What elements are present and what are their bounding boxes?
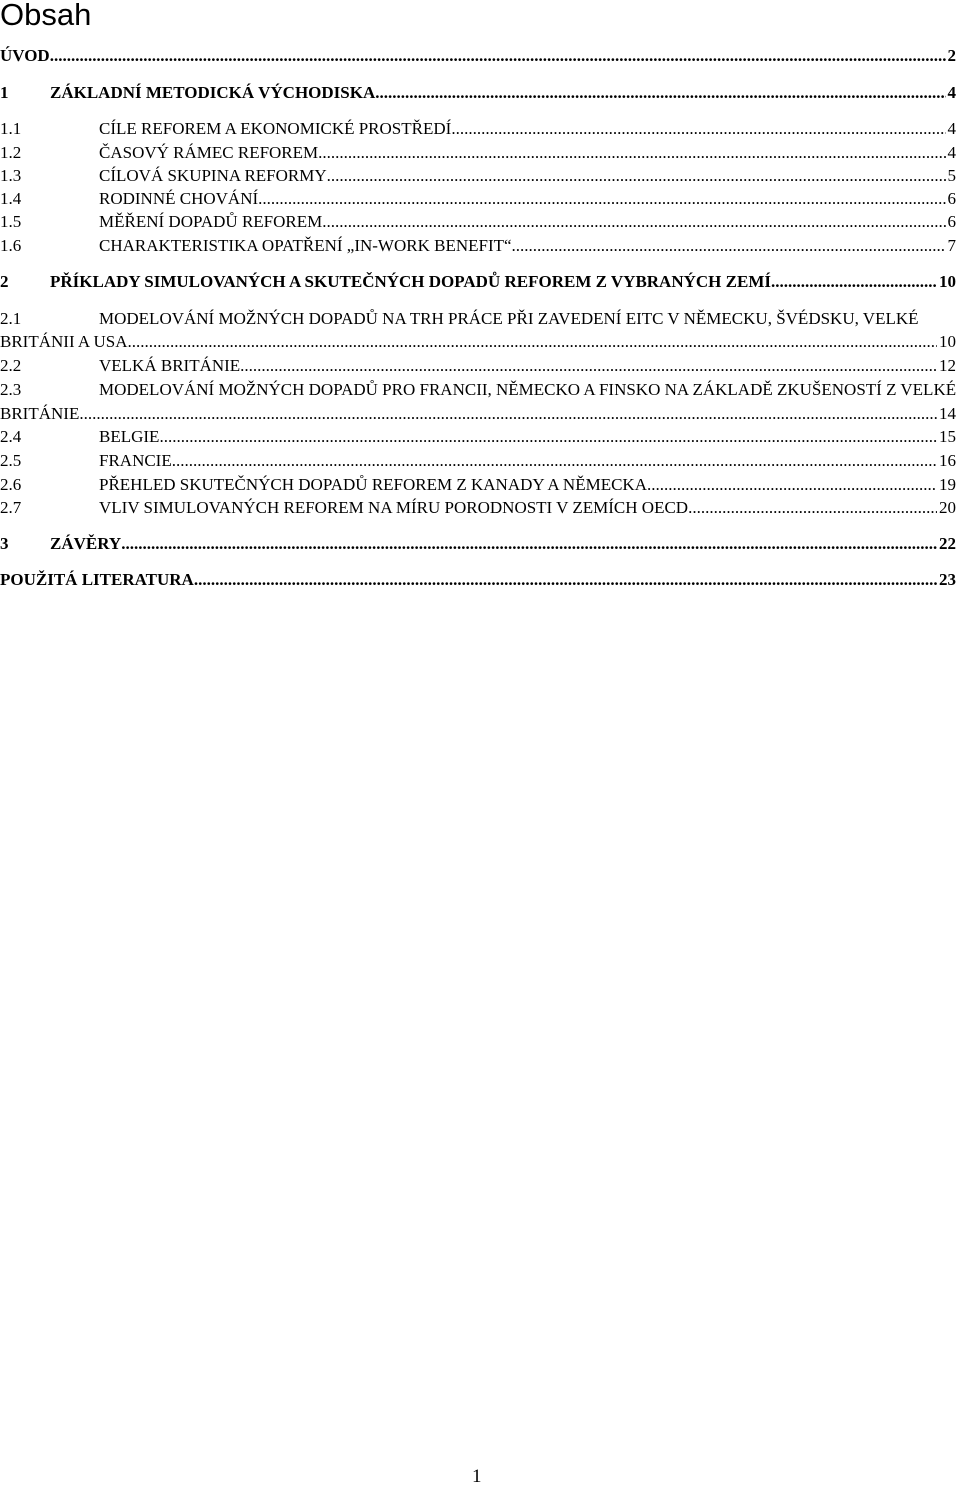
toc-title-line2: BRITÁNIE: [0, 404, 80, 423]
toc-leader-dots: [647, 474, 937, 496]
toc-page-number: 6: [947, 212, 956, 231]
toc-page-number: 10: [939, 332, 956, 351]
toc-page-number: 12: [939, 356, 956, 375]
footer-page-number: 1: [472, 1466, 482, 1487]
toc-title: PŘEHLED SKUTEČNÝCH DOPADŮ REFOREM Z KANADY A NĚMECKA: [99, 475, 647, 494]
toc-title: BELGIE: [99, 427, 160, 446]
toc-entry-2-1-continuation: [0, 331, 956, 353]
toc-title-line1: MODELOVÁNÍ MOŽNÝCH DOPADŮ NA TRH PRÁCE PŘI ZAVEDENÍ EITC V NĚMECKU, ŠVÉDSKU, VELKÉ: [99, 309, 919, 328]
toc-entry-2-4[interactable]: [0, 426, 956, 448]
toc-leader-dots: [771, 271, 937, 293]
toc-page-number: 14: [939, 404, 956, 423]
toc-title: CÍLE REFOREM A EKONOMICKÉ PROSTŘEDÍ: [99, 119, 452, 138]
toc-number: 2.4: [0, 427, 22, 446]
toc-page-number: 20: [939, 498, 956, 517]
toc-entry-1-5[interactable]: [0, 211, 956, 233]
toc-number: 1.4: [0, 189, 22, 208]
toc-title: CHARAKTERISTIKA OPATŘENÍ „IN-WORK BENEFIT“: [99, 236, 512, 255]
toc-leader-dots: [375, 82, 945, 104]
toc-page-number: 23: [939, 570, 956, 589]
toc-number: 2.5: [0, 451, 22, 470]
toc-page-number: 19: [939, 475, 956, 494]
toc-entry-uvod[interactable]: [0, 45, 956, 67]
toc-number: 1.1: [0, 119, 22, 138]
toc-title: CÍLOVÁ SKUPINA REFORMY: [99, 166, 327, 185]
toc-number: 1.6: [0, 236, 22, 255]
toc-title: MĚŘENÍ DOPADŮ REFOREM: [99, 212, 323, 231]
toc-entry-2-3-continuation: [0, 403, 956, 425]
toc-page-number: 2: [947, 46, 956, 65]
toc-page-number: 16: [939, 451, 956, 470]
toc-entry-2-6[interactable]: [0, 474, 956, 496]
toc-title: PŘÍKLADY SIMULOVANÝCH A SKUTEČNÝCH DOPADŮ REFOREM Z VYBRANÝCH ZEMÍ: [50, 272, 771, 291]
toc-title: VLIV SIMULOVANÝCH REFOREM NA MÍRU PORODNOSTI V ZEMÍCH OECD: [99, 498, 689, 517]
toc-entry-1[interactable]: [0, 82, 956, 104]
toc-number: 2.3: [0, 380, 22, 399]
toc-number: 3: [0, 534, 9, 553]
toc-leader-dots: [451, 118, 945, 140]
toc-title: POUŽITÁ LITERATURA: [0, 570, 194, 589]
toc-entry-2-7[interactable]: [0, 497, 956, 519]
toc-leader-dots: [327, 165, 946, 187]
toc-title: RODINNÉ CHOVÁNÍ: [99, 189, 259, 208]
toc-leader-dots: [172, 450, 937, 472]
toc-title-line1: MODELOVÁNÍ MOŽNÝCH DOPADŮ PRO FRANCII, NĚMECKO A FINSKO NA ZÁKLADĚ ZKUŠENOSTÍ Z VELKÉ: [99, 380, 957, 399]
toc-title: ZÁKLADNÍ METODICKÁ VÝCHODISKA: [50, 83, 376, 102]
toc-number: 2.7: [0, 498, 22, 517]
toc-entry-1-1[interactable]: [0, 118, 956, 140]
toc-leader-dots: [128, 331, 937, 353]
toc-number: 2.6: [0, 475, 22, 494]
toc-number: 1.5: [0, 212, 22, 231]
toc-leader-dots: [240, 355, 937, 377]
toc-number: 1.3: [0, 166, 22, 185]
toc-leader-dots: [512, 235, 946, 257]
toc-page-number: 5: [947, 166, 956, 185]
toc-number: 1: [0, 83, 9, 102]
toc-page-number: 22: [939, 534, 956, 553]
toc-title: ČASOVÝ RÁMEC REFOREM: [99, 143, 319, 162]
toc-leader-dots: [159, 426, 937, 448]
page-title: Obsah: [0, 0, 92, 32]
toc-page-number: 6: [947, 189, 956, 208]
toc-page-number: 4: [947, 119, 956, 138]
toc-leader-dots: [79, 403, 937, 425]
toc-entry-literatura[interactable]: [0, 569, 956, 591]
toc-number: 2.1: [0, 309, 22, 328]
toc-page-number: 4: [947, 143, 956, 162]
toc-entry-2[interactable]: [0, 271, 956, 293]
toc-page-number: 15: [939, 427, 956, 446]
toc-leader-dots: [322, 211, 945, 233]
toc-leader-dots: [194, 569, 937, 591]
toc-number: 1.2: [0, 143, 22, 162]
toc-title: FRANCIE: [99, 451, 172, 470]
toc-title: ZÁVĚRY: [50, 534, 122, 553]
toc-leader-dots: [50, 45, 946, 67]
toc-leader-dots: [688, 497, 937, 519]
toc-title: ÚVOD: [0, 46, 50, 65]
toc-entry-1-4[interactable]: [0, 188, 956, 210]
toc-page-number: 7: [947, 236, 956, 255]
toc-number: 2.2: [0, 356, 22, 375]
toc-entry-1-3[interactable]: [0, 165, 956, 187]
toc-leader-dots: [121, 533, 937, 555]
toc-title-line2: BRITÁNII A USA: [0, 332, 128, 351]
toc-entry-2-2[interactable]: [0, 355, 956, 377]
toc-leader-dots: [318, 142, 945, 164]
toc-entry-3[interactable]: [0, 533, 956, 555]
toc-entry-2-5[interactable]: [0, 450, 956, 472]
toc-entry-1-6[interactable]: [0, 235, 956, 257]
toc-page-number: 10: [939, 272, 956, 291]
toc-page-number: 4: [947, 83, 956, 102]
toc-number: 2: [0, 272, 9, 291]
toc-title: VELKÁ BRITÁNIE: [99, 356, 241, 375]
toc-leader-dots: [258, 188, 945, 210]
toc-entry-1-2[interactable]: [0, 142, 956, 164]
